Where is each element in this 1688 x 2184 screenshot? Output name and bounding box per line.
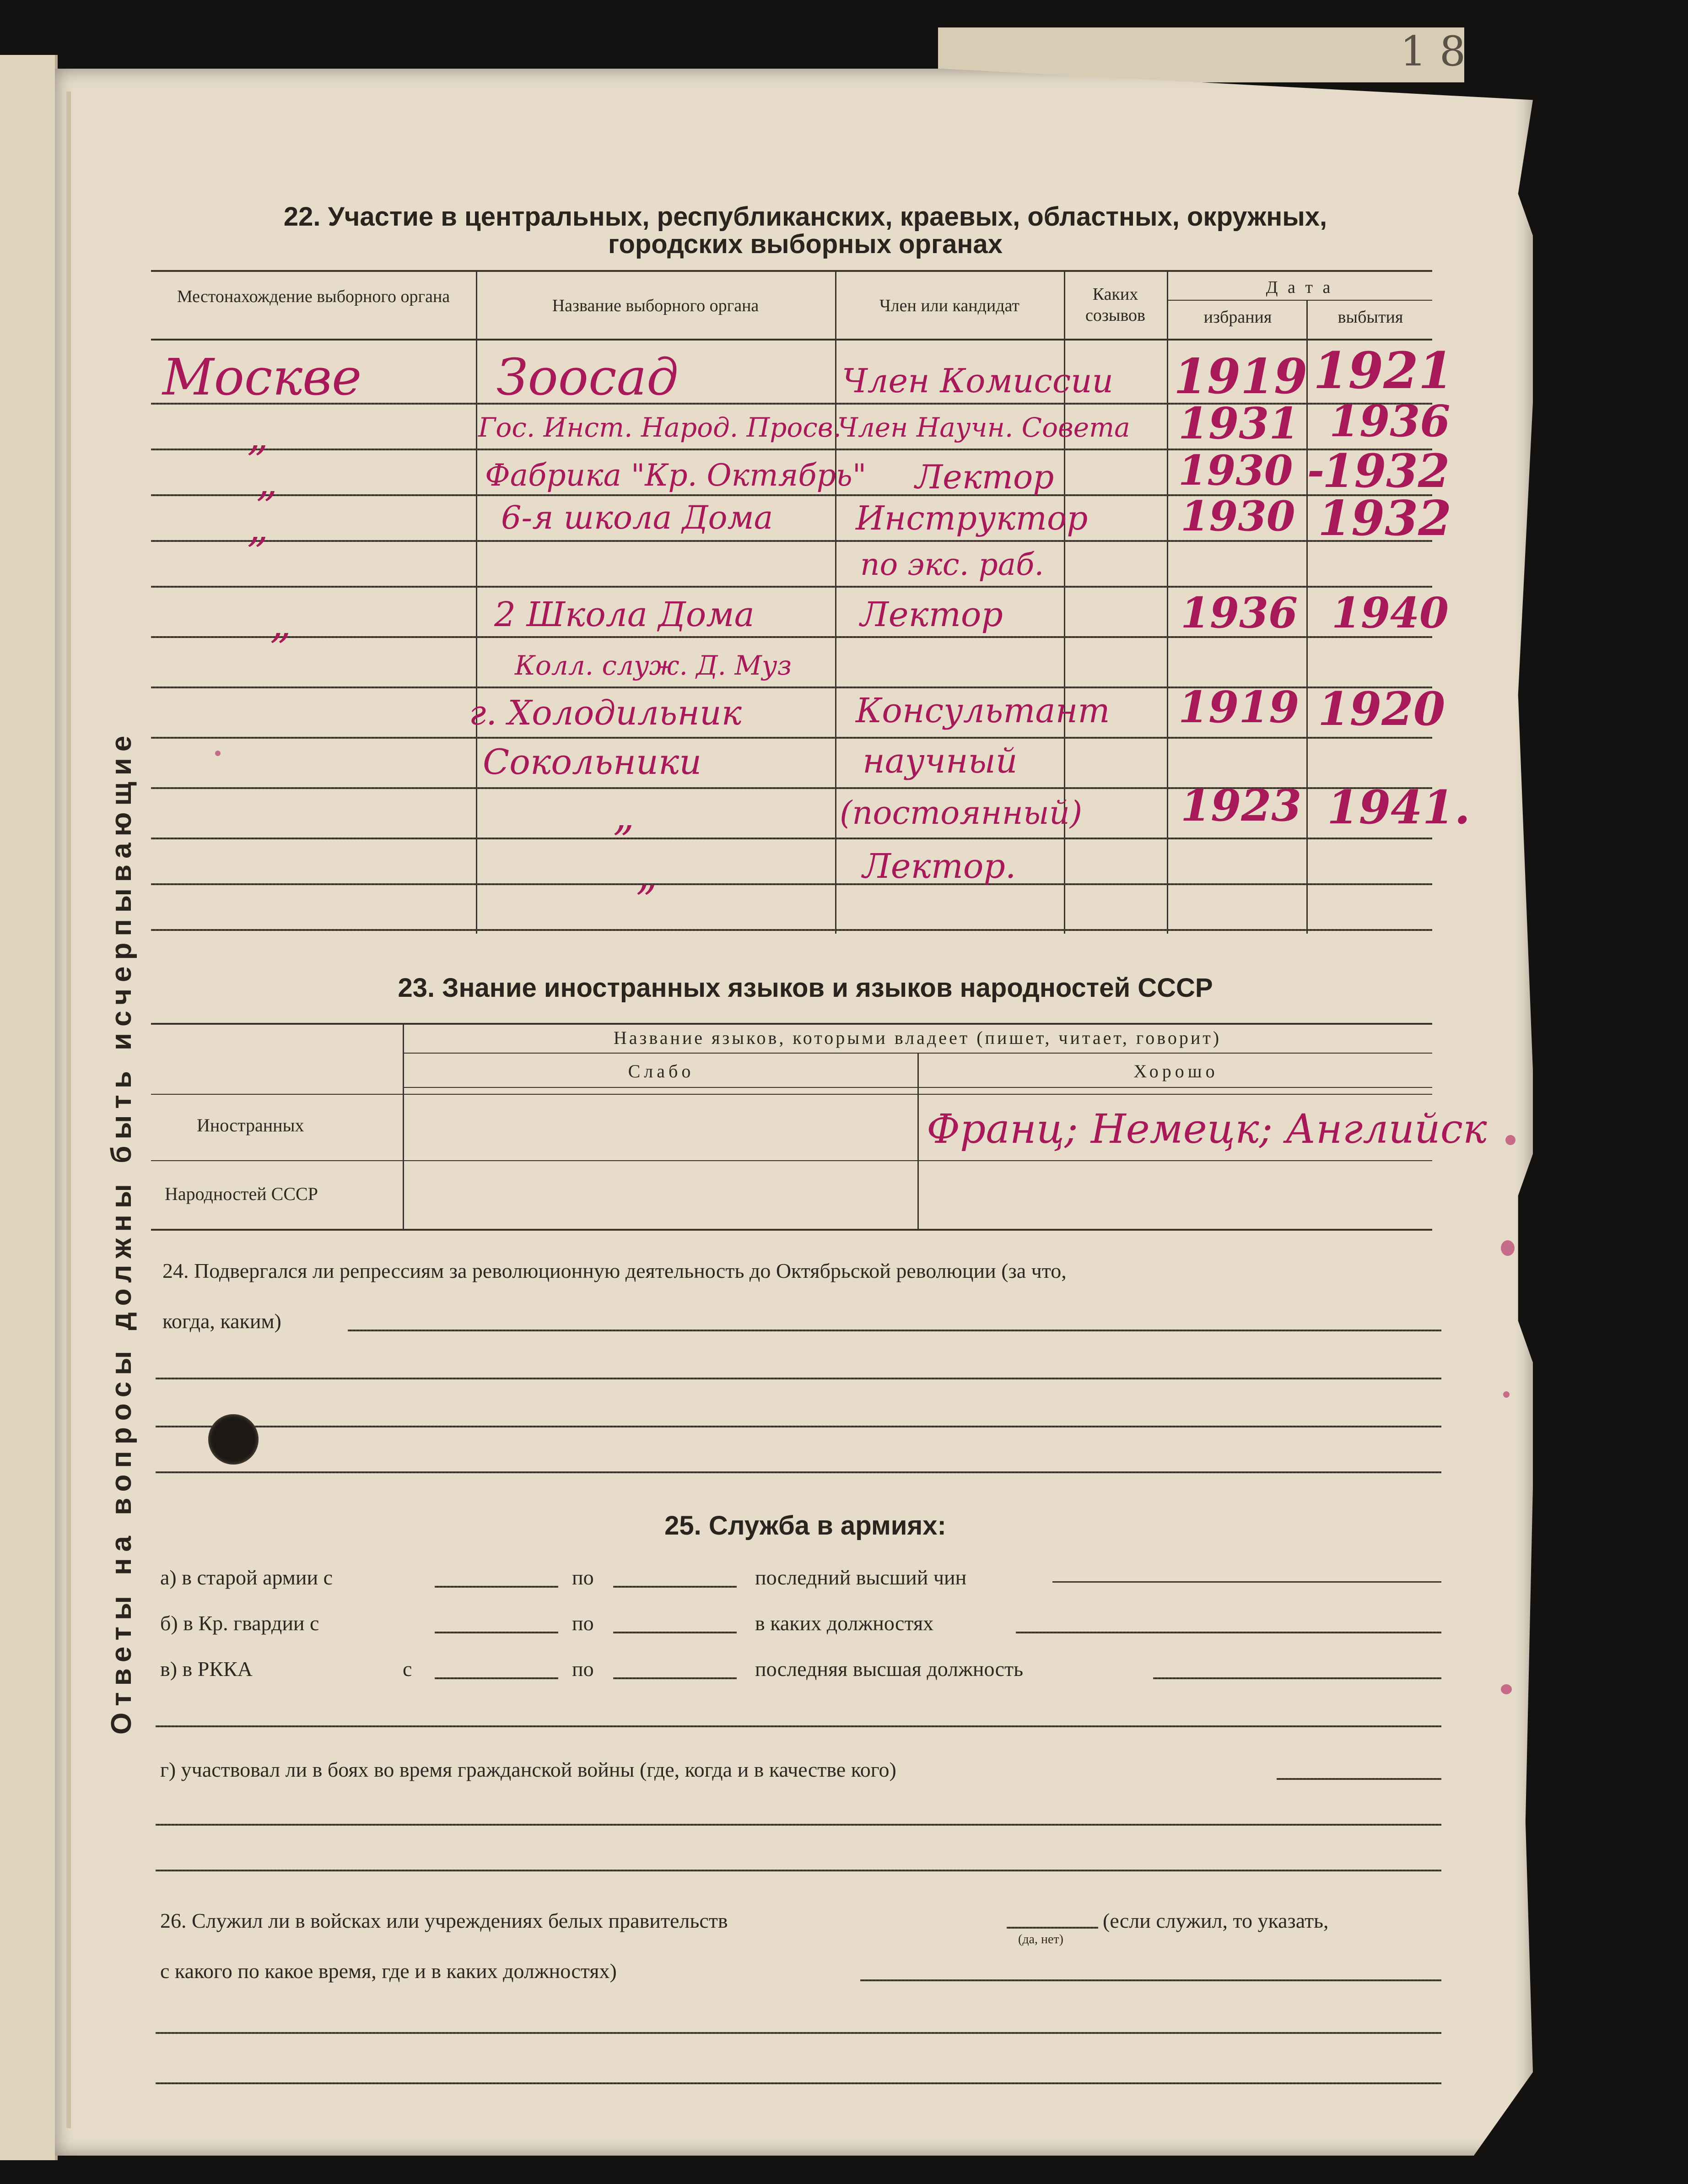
q25d-line3[interactable] <box>156 1870 1441 1871</box>
row-foreign-label: Иностранных <box>197 1115 304 1135</box>
row10-member: (постоянный) <box>840 794 1083 832</box>
q25d-line2[interactable] <box>156 1824 1441 1826</box>
section22-title-line2: городских выборных органах <box>608 229 1003 259</box>
q25a-to-field[interactable] <box>613 1586 737 1588</box>
header-elected: избрания <box>1203 308 1272 327</box>
q25a-from-field[interactable] <box>435 1586 558 1588</box>
row6-left: 1940 <box>1332 588 1449 638</box>
q25c-from-field[interactable] <box>435 1677 558 1679</box>
row6-name: 2 Школа Дома <box>494 595 755 634</box>
q25c-label: в) в РККА <box>160 1657 253 1681</box>
q25d-label: г) участвовал ли в боях во время гражданской войны (где, когда и в качестве кого) <box>160 1758 896 1781</box>
row4-location: „ <box>247 503 269 551</box>
page-fold <box>66 92 71 2128</box>
q24-answer-line3[interactable] <box>156 1426 1441 1427</box>
row9-name: Сокольники <box>483 741 702 782</box>
row2-location: „ <box>247 412 269 460</box>
header-good: Хорошо <box>1133 1061 1219 1081</box>
q25a-rank-label: последний высший чин <box>755 1566 967 1589</box>
left-page-edge <box>0 55 58 2160</box>
row2-name: Гос. Инст. Народ. Просв. <box>478 412 841 443</box>
ink-spot <box>1501 1240 1515 1256</box>
row6-location: „ <box>270 600 291 648</box>
q25b-to-field[interactable] <box>613 1632 737 1633</box>
row8-elected: 1919 <box>1178 682 1300 733</box>
row-ussr-label: Народностей СССР <box>165 1184 318 1204</box>
row3-left: 1932 <box>1322 444 1450 498</box>
row3-member: Лектор <box>915 458 1054 496</box>
q25a-rank-field[interactable] <box>1052 1581 1441 1583</box>
row4-left: 1932 <box>1318 490 1452 546</box>
q25c-to-field[interactable] <box>613 1677 737 1679</box>
row3-elected: 1930 - <box>1178 446 1325 495</box>
foreign-good-value: Франц; Немецк; Английск <box>927 1105 1487 1152</box>
row11-name: „ <box>636 851 658 899</box>
q25b-label: б) в Кр. гвардии с <box>160 1611 319 1635</box>
ink-spot <box>215 751 221 756</box>
header-weak: Слабо <box>628 1061 695 1081</box>
row7-name: Колл. служ. Д. Муз <box>515 650 792 681</box>
row10-name: „ <box>613 792 635 840</box>
header-date: Д а т а <box>1266 278 1333 297</box>
punch-hole <box>208 1414 259 1465</box>
row1-elected: 1919 <box>1174 348 1308 405</box>
row3-name: Фабрика "Кр. Октябрь" <box>485 458 867 493</box>
row1-left: 1921 <box>1313 341 1454 400</box>
archive-page-number: 1 8 <box>1400 27 1466 76</box>
row6-elected: 1936 <box>1181 588 1298 638</box>
row10-elected: 1923 <box>1181 780 1302 831</box>
q25c-pos-label: последняя высшая должность <box>755 1657 1024 1681</box>
section25-title: 25. Служба в армиях: <box>664 1511 946 1541</box>
header-name: Название выборного органа <box>552 296 759 315</box>
header-left: выбытия <box>1337 308 1403 327</box>
header-location: Местонахождение выборного органа <box>177 287 450 306</box>
q25c-s: с <box>403 1657 412 1681</box>
row8-name: г. Холодильник <box>469 693 742 733</box>
q24-line1: 24. Подвергался ли репрессиям за революционную деятельность до Октябрьской революции (за что, <box>162 1259 1067 1282</box>
row1-member: Член Комиссии <box>842 362 1113 400</box>
row8-member: Консультант <box>856 691 1110 730</box>
row1-name: Зоосад <box>496 348 679 406</box>
header-member: Член или кандидат <box>879 296 1020 315</box>
section23-title: 23. Знание иностранных языков и языков народностей СССР <box>398 973 1213 1003</box>
q25c-po: по <box>572 1657 594 1681</box>
q26-line4[interactable] <box>156 2082 1441 2084</box>
row1-location: Москве <box>162 348 362 406</box>
q25b-po: по <box>572 1611 594 1635</box>
q26-line3[interactable] <box>156 2032 1441 2034</box>
ink-spot <box>1501 1684 1512 1694</box>
row4-member: Инструктор <box>856 499 1088 537</box>
q26-line2: с какого по какое время, где и в каких должностях) <box>160 1959 617 1983</box>
row5-member: по экс. раб. <box>860 547 1044 582</box>
q26-field[interactable] <box>860 1979 1441 1981</box>
q24-answer-line4[interactable] <box>156 1471 1441 1473</box>
row8-left: 1920 <box>1318 682 1445 736</box>
languages-header: Название языков, которыми владеет (пишет, читает, говорит) <box>613 1027 1222 1048</box>
q24-answer-line2[interactable] <box>156 1378 1441 1379</box>
row3-location: „ <box>256 458 278 506</box>
row2-elected: 1931 <box>1178 398 1300 449</box>
q24-answer-line1[interactable] <box>348 1330 1441 1331</box>
row11-member: Лектор. <box>863 847 1016 886</box>
row9-member: научный <box>863 741 1018 781</box>
q25b-pos-field[interactable] <box>1016 1632 1441 1633</box>
q25a-po: по <box>572 1566 594 1589</box>
row10-left: 1941. <box>1327 780 1471 834</box>
q25c-pos-field[interactable] <box>1153 1677 1441 1679</box>
q25c-extra-line[interactable] <box>156 1725 1441 1727</box>
row6-member: Лектор <box>860 595 1003 634</box>
q26-line1b: (если служил, то указать, <box>1103 1909 1329 1932</box>
header-convocations: Каких созывов <box>1085 285 1146 325</box>
q24-line2: когда, каким) <box>162 1309 281 1333</box>
ink-spot <box>1505 1135 1515 1145</box>
q25d-field[interactable] <box>1277 1778 1441 1780</box>
row4-name: 6-я школа Дома <box>501 499 773 536</box>
side-instruction: Ответы на вопросы должны быть исчерпывающие <box>106 729 137 1735</box>
row4-elected: 1930 <box>1181 492 1295 541</box>
q26-hint: (да, нет) <box>1018 1932 1063 1946</box>
row2-left: 1936 <box>1329 396 1451 447</box>
q25a-label: а) в старой армии с <box>160 1566 333 1589</box>
section22-title-line1: 22. Участие в центральных, республиканских, краевых, областных, окружных, <box>283 202 1327 232</box>
q25b-from-field[interactable] <box>435 1632 558 1633</box>
q25b-pos-label: в каких должностях <box>755 1611 934 1635</box>
q26-line1a: 26. Служил ли в войсках или учреждениях белых правительств <box>160 1909 728 1932</box>
q26-yesno-field[interactable] <box>1007 1927 1098 1929</box>
row2-member: Член Научн. Совета <box>837 412 1130 443</box>
ink-spot <box>1503 1391 1510 1398</box>
